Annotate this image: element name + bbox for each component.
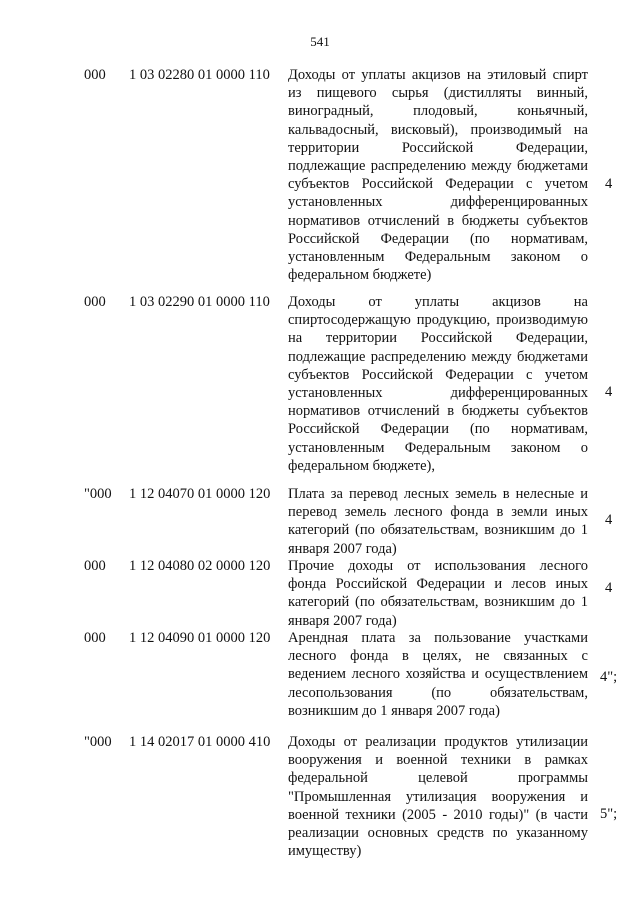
income-description: Арендная плата за пользование участками лесного фонда в целях, не связанных с ведением лесного хозяйства и осуществлением лесопользования (по обязательствам, возникшим до 1 января 2007 года)	[288, 630, 588, 719]
budget-code: 1 14 02017 01 0000 410	[129, 734, 271, 750]
income-description: Плата за перевод лесных земель в нелесные и перевод земель лесного фонда в земли иных категорий (по обязательствам, возникшим до 1 января 2007 года)	[288, 486, 588, 557]
budget-code: 1 12 04080 02 0000 120	[129, 558, 271, 574]
norm-value: 4	[605, 512, 613, 528]
row-prefix: "000	[84, 734, 112, 750]
budget-code: 1 12 04090 01 0000 120	[129, 630, 271, 646]
income-description: Доходы от уплаты акцизов на спиртосодержащую продукцию, производимую на территории Российской Федерации, подлежащие распределению между бюджетами субъектов Российской Федерации с учетом установленных дифференцированных нормативов отчислений в бюджеты субъектов Российской Федерации (по нормативам, установленным Федеральным законом о федеральном бюджете),	[288, 294, 588, 474]
budget-code: 1 12 04070 01 0000 120	[129, 486, 271, 502]
norm-value: 4	[605, 384, 613, 400]
row-prefix: 000	[84, 67, 106, 83]
row-prefix: "000	[84, 486, 112, 502]
norm-value: 4";	[600, 669, 618, 685]
norm-value: 5";	[600, 806, 618, 822]
income-description: Доходы от уплаты акцизов на этиловый спирт из пищевого сырья (дистилляты винный, виноградный, плодовый, коньячный, кальвадосный, висковый), производимый на территории Российской Федерации, подлежащие распределению между бюджетами субъектов Российской Федерации с учетом установленных дифференцированных нормативов отчислений в бюджеты субъектов Российской Федерации (по нормативам, установленным Федеральным законом о федеральном бюджете)	[288, 67, 588, 284]
income-description: Прочие доходы от использования лесного фонда Российской Федерации и лесов иных категорий (по обязательствам, возникшим до 1 января 2007 года)	[288, 558, 588, 629]
norm-value: 4	[605, 176, 613, 192]
row-prefix: 000	[84, 294, 106, 310]
page-number: 541	[310, 34, 330, 49]
row-prefix: 000	[84, 630, 106, 646]
norm-value: 4	[605, 580, 613, 596]
row-prefix: 000	[84, 558, 106, 574]
income-description: Доходы от реализации продуктов утилизации вооружения и военной техники в рамках федеральной целевой программы "Промышленная утилизация вооружения и военной техники (2005 - 2010 годы)" (в части реализации основных средств по указанному имуществу)	[288, 734, 588, 860]
budget-code: 1 03 02280 01 0000 110	[129, 67, 270, 83]
budget-code: 1 03 02290 01 0000 110	[129, 294, 270, 310]
